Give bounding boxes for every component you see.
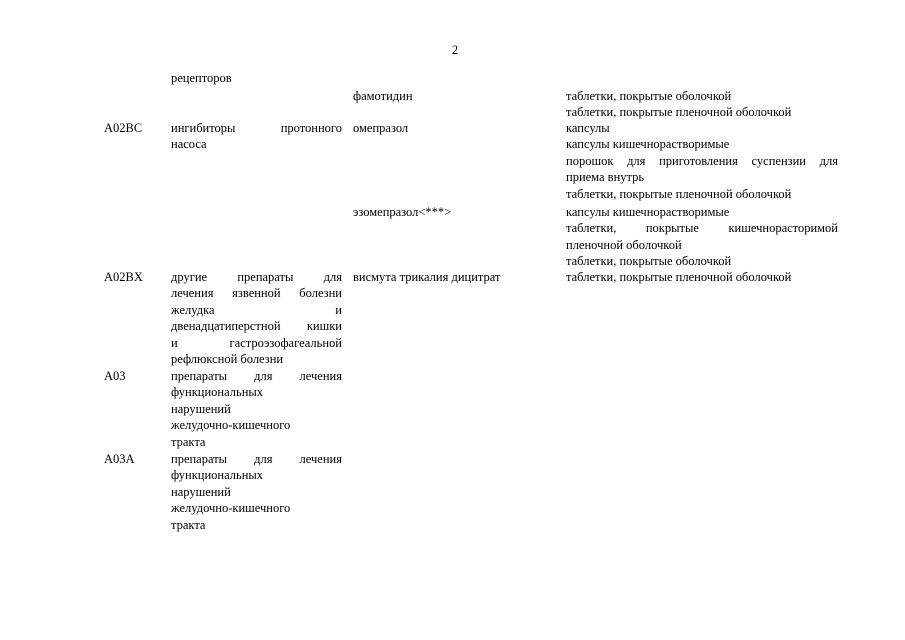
group-line: лечения язвенной болезни xyxy=(171,286,342,301)
group-name-cell xyxy=(171,368,342,450)
group-line: рецепторов xyxy=(171,71,232,85)
dosage-form-line: приема внутрь xyxy=(566,170,645,185)
dosage-form-cell xyxy=(566,88,838,121)
page-number: 2 xyxy=(451,43,459,57)
group-name-cell xyxy=(171,451,342,533)
dosage-form-line: порошок для приготовления суспензии для xyxy=(566,153,838,168)
group-line: и гастроэзофагеальной xyxy=(171,335,342,350)
group-line: препараты для лечения xyxy=(171,452,342,466)
group-line: ингибиторы протонного xyxy=(171,121,342,135)
group-line: нарушений xyxy=(171,401,231,416)
group-line: желудочно-кишечного xyxy=(171,418,291,433)
group-name-cell xyxy=(171,120,342,153)
dosage-form-cell xyxy=(566,120,838,202)
group-line: желудка и xyxy=(171,302,342,317)
dosage-form-line: капсулы кишечнорастворимые xyxy=(566,205,730,219)
dosage-form-line: таблетки, покрытые оболочкой xyxy=(566,89,732,103)
dosage-form-line: таблетки, покрытые пленочной оболочкой xyxy=(566,270,792,284)
inn-cell: омепразол xyxy=(353,121,409,135)
dosage-form-line: капсулы кишечнорастворимые xyxy=(566,137,730,152)
dosage-form-line: таблетки, покрытые кишечнорасторимой xyxy=(566,221,838,236)
group-line: функциональных xyxy=(171,468,264,483)
dosage-form-line: капсулы xyxy=(566,121,610,135)
group-name-cell xyxy=(171,269,342,367)
group-line: насоса xyxy=(171,137,207,152)
inn-cell: эзомепразол<***> xyxy=(353,205,452,219)
group-line: рефлюксной болезни xyxy=(171,352,284,367)
dosage-form-cell xyxy=(566,269,838,285)
atc-code-cell: A03A xyxy=(104,452,135,466)
group-line: препараты для лечения xyxy=(171,369,342,383)
dosage-form-line: таблетки, покрытые пленочной оболочкой xyxy=(566,186,792,201)
dosage-form-line: пленочной оболочкой xyxy=(566,237,682,252)
dosage-form-line: таблетки, покрытые пленочной оболочкой xyxy=(566,105,792,120)
dosage-form-cell xyxy=(566,204,838,270)
dosage-form-line: таблетки, покрытые оболочкой xyxy=(566,254,732,269)
group-line: желудочно-кишечного xyxy=(171,501,291,516)
atc-code-cell: A02BX xyxy=(104,270,143,284)
group-line: функциональных xyxy=(171,385,264,400)
atc-code-cell: A02BC xyxy=(104,121,143,135)
group-name-cell xyxy=(171,70,342,86)
group-line: тракта xyxy=(171,434,206,449)
atc-code-cell: A03 xyxy=(104,369,126,383)
inn-cell: фамотидин xyxy=(353,89,413,103)
inn-cell: висмута трикалия дицитрат xyxy=(353,270,501,284)
group-line: тракта xyxy=(171,517,206,532)
group-line: нарушений xyxy=(171,484,231,499)
group-line: другие препараты для xyxy=(171,270,342,284)
group-line: двенадцатиперстной кишки xyxy=(171,319,342,334)
